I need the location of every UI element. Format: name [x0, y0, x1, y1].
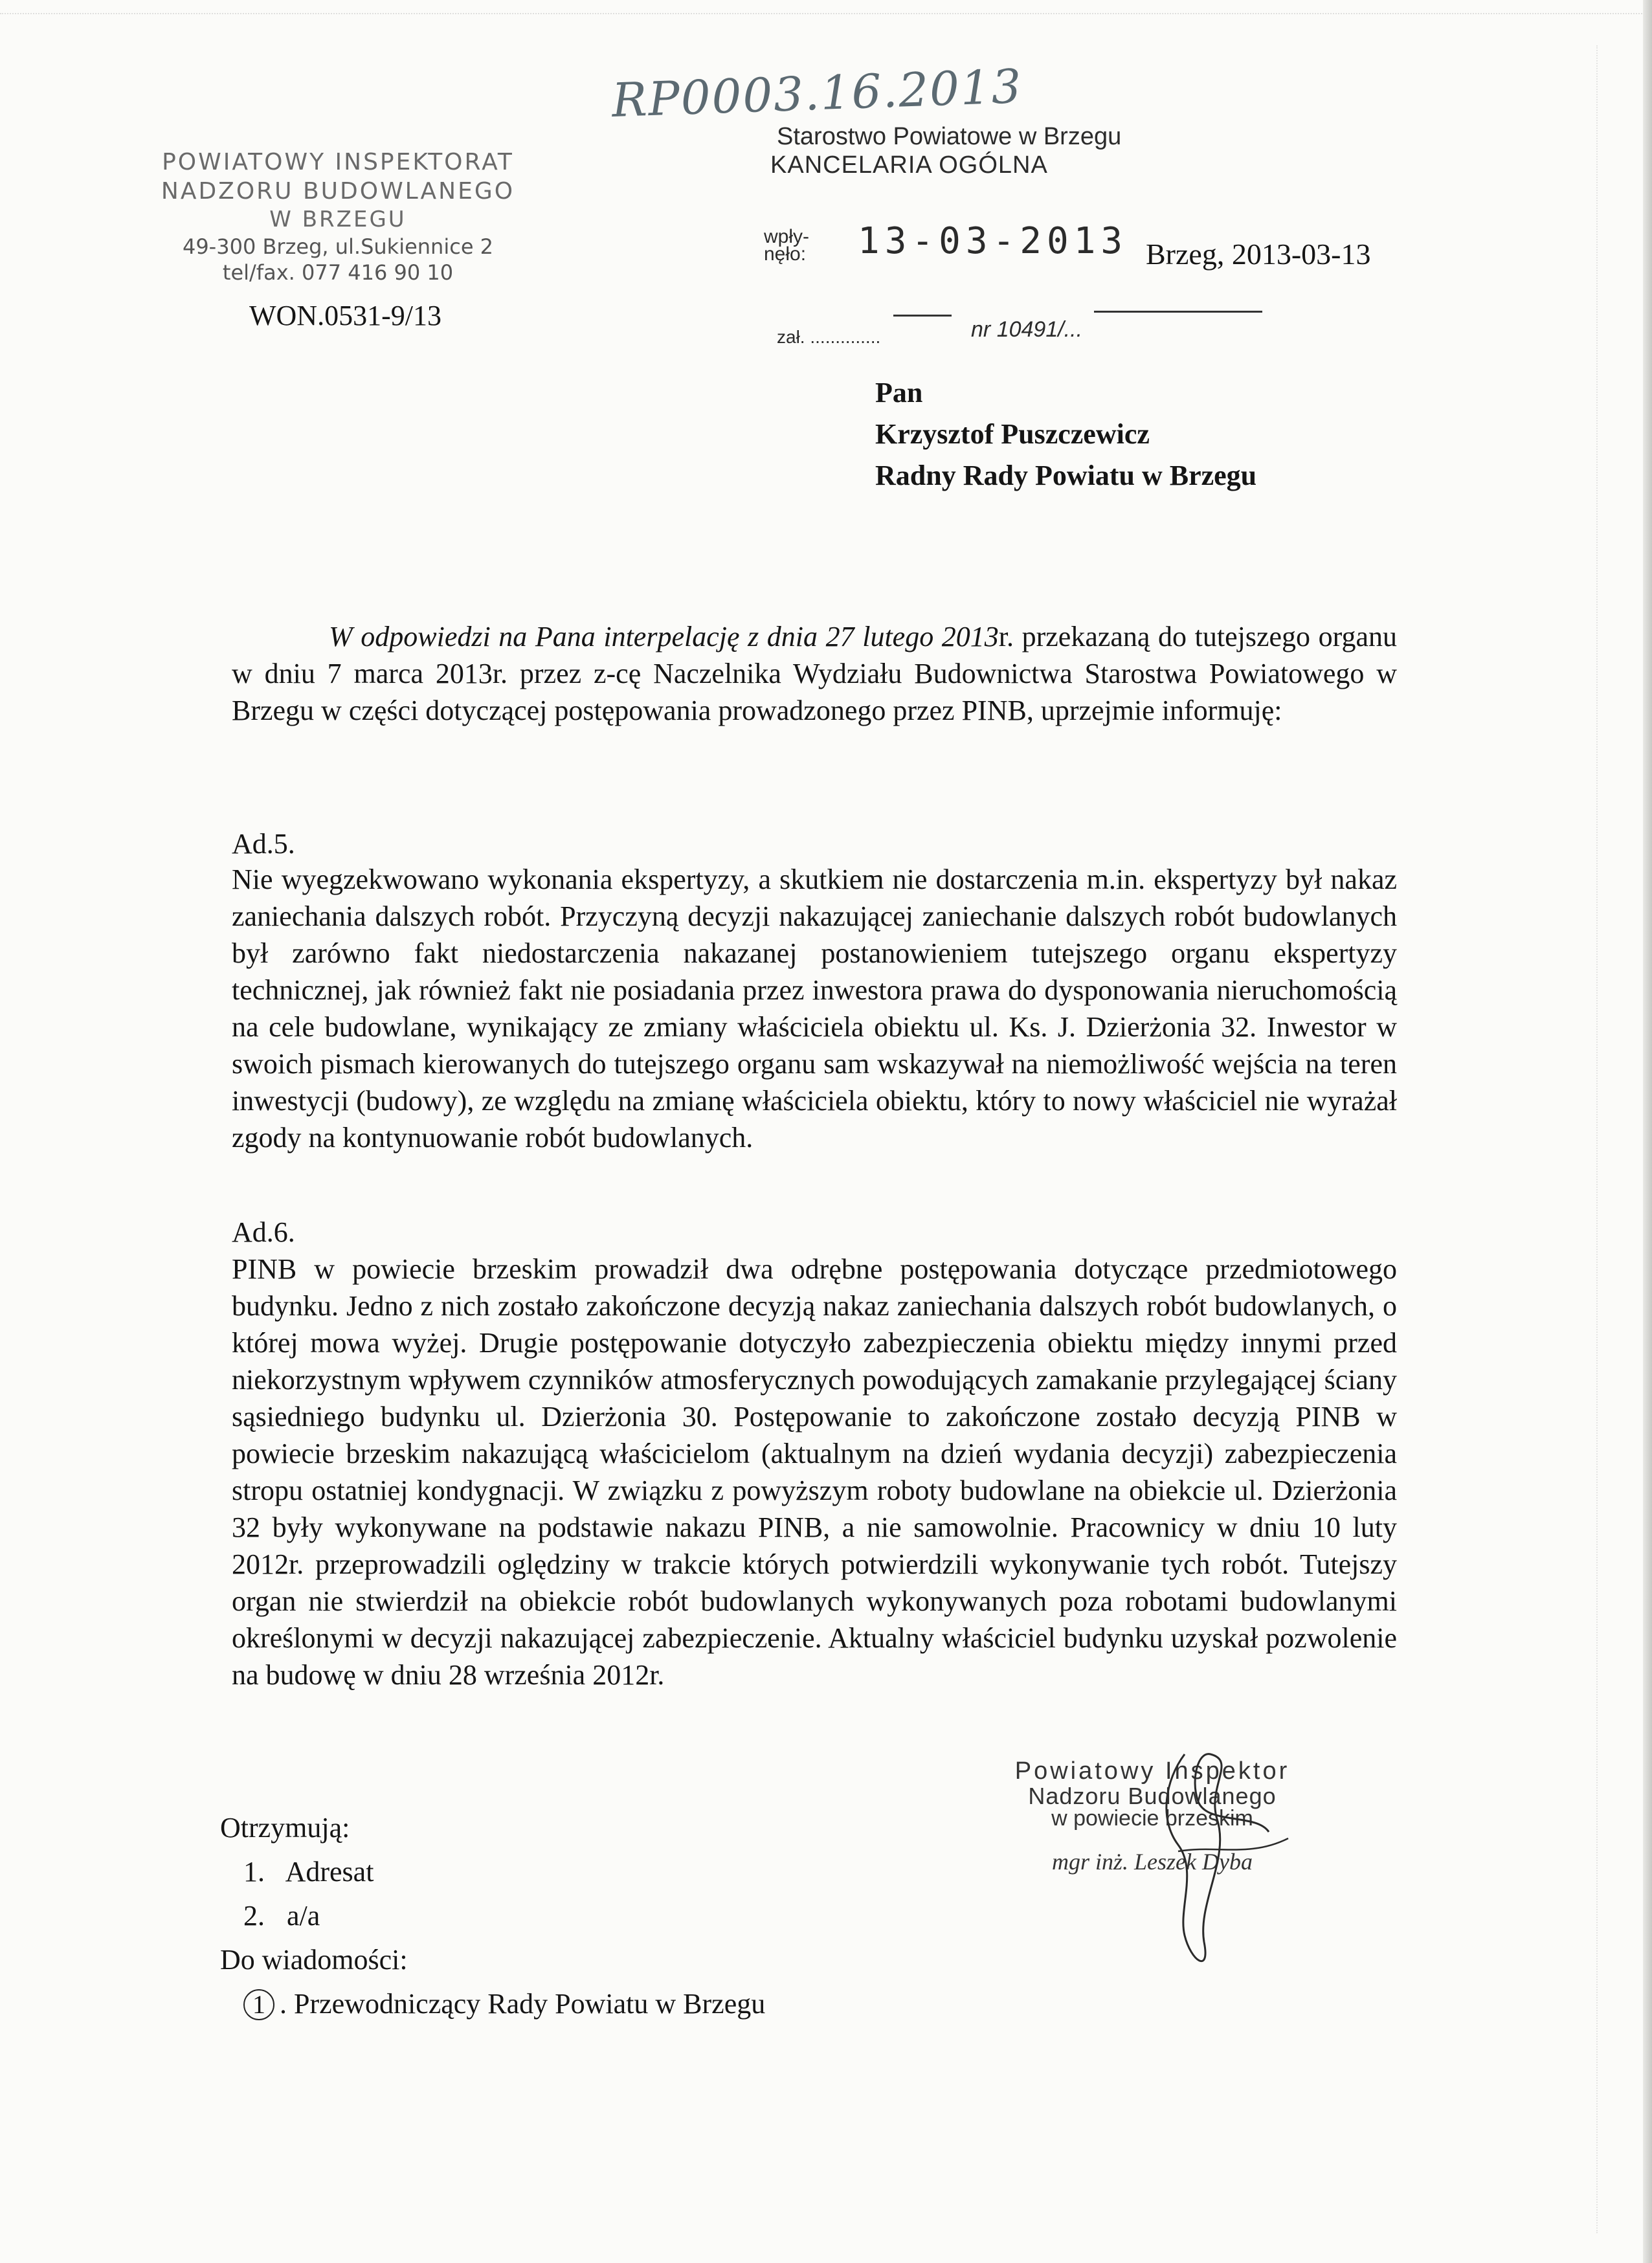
addressee-title: Radny Rady Powiatu w Brzegu — [875, 460, 1257, 491]
recipients-block — [220, 1806, 765, 2026]
scan-edge-right — [1643, 0, 1652, 2263]
cc-text: Przewodniczący Rady Powiatu w Brzegu — [294, 1988, 766, 2020]
addressee-block — [875, 372, 1256, 496]
handwritten-signature — [1139, 1741, 1295, 1987]
intro-italic: W odpowiedzi na Pana interpelację z dnia 27 lutego 2013 — [329, 621, 999, 652]
sender-stamp-line3: W BRZEGU — [269, 206, 407, 232]
registry-received-label: wpły- nęło: — [764, 226, 810, 265]
recipient-item — [220, 1894, 765, 1938]
recipient-number: 1. — [243, 1856, 265, 1888]
sender-stamp-line1: POWIATOWY INSPEKTORAT — [162, 149, 514, 175]
ad5-heading: Ad.5. — [232, 828, 295, 860]
recipient-item — [220, 1850, 765, 1894]
cc-heading: Do wiadomości: — [220, 1944, 408, 1976]
sender-stamp-address: 49-300 Brzeg, ul.Sukiennice 2 — [182, 234, 494, 259]
signature-line2: Nadzoru Budowlanego — [1028, 1783, 1277, 1809]
cc-number: 1 — [243, 1989, 274, 2020]
sender-stamp — [157, 148, 519, 285]
registry-attachments-label: zał. .............. — [777, 327, 881, 347]
registry-number-value: 10491/... — [996, 317, 1083, 342]
intro-rest: r. przekazaną do tutejszego organu w dniu 7 marca 2013r. przez z-cę Naczelnika Wydziału Budownictwa Starostwa Powiatowego w Brzegu w części dotyczącej postępowania prowadzonego przez PINB, uprzejmie informuję: — [232, 621, 1397, 726]
addressee-salutation: Pan — [875, 377, 923, 408]
recipient-number: 2. — [243, 1900, 265, 1932]
recipient-text: a/a — [287, 1900, 320, 1932]
ad6-heading: Ad.6. — [232, 1216, 295, 1248]
registry-office: Starostwo Powiatowe w Brzegu — [777, 123, 1122, 150]
signature-name: mgr inż. Leszek Dyba — [1052, 1849, 1253, 1875]
cc-item: 1 . Przewodniczący Rady Powiatu w Brzegu — [220, 1982, 765, 2026]
scan-fold-line — [1596, 45, 1599, 2233]
intro-paragraph — [232, 618, 1397, 729]
registry-number-underline — [1094, 311, 1262, 313]
signature-line1: Powiatowy Inspektor — [1014, 1757, 1290, 1785]
sender-stamp-line2: NADZORU BUDOWLANEGO — [161, 178, 515, 205]
recipients-heading: Otrzymują: — [220, 1812, 350, 1844]
scan-edge-top — [0, 13, 1652, 60]
registry-attachments-dash — [893, 315, 952, 317]
handwritten-case-number: RP0003.16.2013 — [610, 58, 1023, 128]
recipient-text: Adresat — [285, 1856, 374, 1888]
addressee-name: Krzysztof Puszczewicz — [875, 418, 1150, 450]
ad5-paragraph: Nie wyegzekwowano wykonania ekspertyzy, a skutkiem nie dostarczenia m.in. ekspertyzy był nakaz zaniechania dalszych robót. Przyczyną decyzji nakazującej zaniechanie dalszych robót budowlanych był zarówno fakt niedostarczenia nakazanej postanowieniem tutejszego organu ekspertyzy technicznej, jak również fakt nie posiadania przez inwestora prawa do dysponowania nieruchomością na cele budowlane, wynikający ze zmiany właściciela obiektu ul. Ks. J. Dzierżonia 32. Inwestor w swoich pismach kierowanych do tutejszego organu sam wskazywał na niemożliwość wejścia na teren inwestycji (budowy), ze względu na zmianę właściciela obiektu, który to nowy właściciel nie wyrażał zgody na kontynuowanie robót budowlanych. — [232, 864, 1397, 1154]
date-line: Brzeg, 2013-03-13 — [1146, 238, 1371, 271]
ad6-paragraph: PINB w powiecie brzeskim prowadził dwa odrębne postępowania dotyczące przedmiotowego budynku. Jedno z nich zostało zakończone decyzją nakaz zaniechania dalszych robót budowlanych, o której mowa wyżej. Drugie postępowanie dotyczyło zabezpieczenia obiektu między innymi przed niekorzystnym wpływem czynników atmosferycznych powodujących zamakanie przylegającej ściany sąsiedniego budynku ul. Dzierżonia 30. Postępowanie to zakończone zostało decyzją PINB w powiecie brzeskim nakazującą właścicielom (aktualnym na dzień wydania decyzji) zabezpieczenia stropu ostatniej kondygnacji. W związku z powyższym roboty budowlane na obiekcie ul. Dzierżonia 32 były wykonywane na podstawie nakazu PINB, a nie samowolnie. Pracownicy w dniu 10 luty 2012r. przeprowadzili oględziny w trakcie których potwierdzili wykonywanie tych robót. Tutejszy organ nie stwierdził na obiekcie robót budowlanych wykonywanych poza robotami budowlanymi określonymi w decyzji nakazującej zabezpieczenie. Aktualny właściciel budynku uzyskał pozwolenie na budowę w dniu 28 września 2012r. — [232, 1253, 1397, 1691]
registry-number-label: nr — [971, 317, 991, 342]
registry-number — [971, 317, 1082, 342]
registry-department: KANCELARIA OGÓLNA — [770, 151, 1048, 179]
registry-received-date: 13-03-2013 — [858, 220, 1128, 262]
sender-stamp-phone: tel/fax. 077 416 90 10 — [222, 260, 454, 285]
signature-line3: w powiecie brzeskim — [1051, 1806, 1253, 1831]
reference-number: WON.0531-9/13 — [249, 300, 441, 331]
